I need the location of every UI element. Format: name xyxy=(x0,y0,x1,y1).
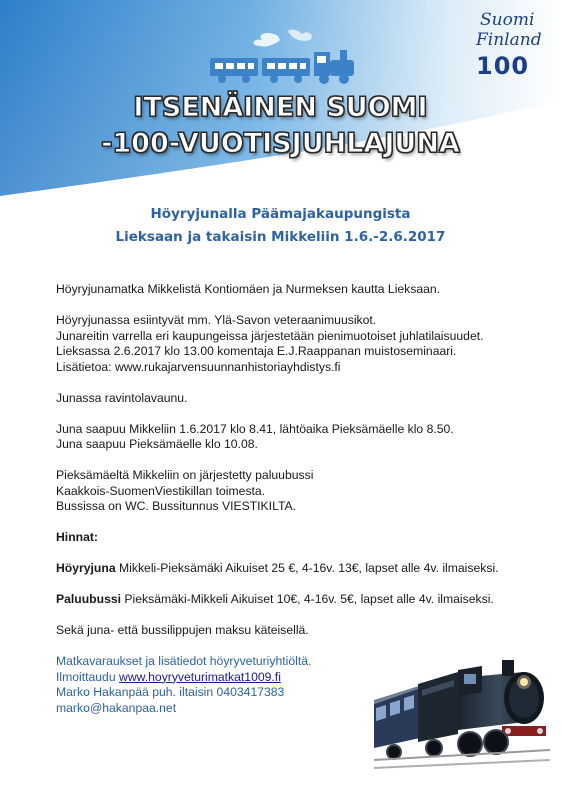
bus-line: Bussissa on WC. Bussitunnus VIESTIKILTA. xyxy=(56,499,296,513)
price-bus-text: Pieksämäki-Mikkeli Aikuiset 10€, 4-16v. 5€, lapset alle 4v. ilmaiseksi. xyxy=(121,592,494,606)
schedule-line: Juna saapuu Mikkeliin 1.6.2017 klo 8.41, lähtöaika Pieksämäelle klo 8.50. xyxy=(56,421,454,436)
main-title-line-1: ITSENÄINEN SUOMI xyxy=(133,92,428,123)
price-bus xyxy=(56,592,546,608)
price-train-label: Höyryjuna xyxy=(56,561,116,575)
price-train xyxy=(56,561,546,577)
bus-line: Pieksämäeltä Mikkeliin on järjestetty paluubussi xyxy=(56,468,314,482)
program-line: Lieksassa 2.6.2017 klo 13.00 komentaja E.J.Raappanan muistoseminaari. xyxy=(56,344,457,358)
program-line: Höyryjunassa esiintyvät mm. Ylä-Savon veteraanimuusikot. xyxy=(56,313,377,327)
flyer-body xyxy=(56,282,546,716)
booking-link[interactable]: www.hoyryveturimatkat1009.fi xyxy=(119,669,281,684)
bus-line: Kaakkois-SuomenViestikillan toimesta. xyxy=(56,483,266,498)
payment-text: Sekä juna- että bussilippujen maksu käteisellä. xyxy=(56,623,309,637)
logo-finland-text: Finland xyxy=(476,30,542,50)
subtitle-line-2: Lieksaan ja takaisin Mikkeliin 1.6.-2.6.2017 xyxy=(115,229,446,245)
contact-line-1: Matkavaraukset ja lisätiedot höyryveturiyhtiöltä. xyxy=(56,654,312,668)
contact-prefix: Ilmoittaudu xyxy=(56,669,120,684)
prices-heading: Hinnat: xyxy=(56,530,98,544)
contact-email[interactable]: marko@hakanpaa.net xyxy=(56,700,177,715)
logo-number: 100 xyxy=(476,52,530,80)
main-title-line-2: -100-VUOTISJUHLAJUNA xyxy=(101,128,460,159)
program-line: Junareitin varrella eri kaupungeissa järjestetään pienimuotoiset juhlatilaisuudet. xyxy=(56,328,484,343)
logo-suomi-text: Suomi xyxy=(480,10,535,30)
locomotive-photo xyxy=(374,652,550,770)
schedule-line: Juna saapuu Pieksämäelle klo 10.08. xyxy=(56,437,258,451)
program-line: Lisätietoa: www.rukajarvensuunnanhistoriayhdistys.fi xyxy=(56,359,341,374)
route-text: Höyryjunamatka Mikkelistä Kontiomäen ja Nurmeksen kautta Lieksaan. xyxy=(56,282,441,296)
price-train-text: Mikkeli-Pieksämäki Aikuiset 25 €, 4-16v. 13€, lapset alle 4v. ilmaiseksi. xyxy=(115,561,499,575)
restaurant-text: Junassa ravintolavaunu. xyxy=(56,390,188,405)
subtitle-line-1: Höyryjunalla Päämajakaupungista xyxy=(150,206,411,222)
price-bus-label: Paluubussi xyxy=(56,592,122,606)
contact-line-3: Marko Hakanpää puh. iltaisin 0403417383 xyxy=(56,685,285,699)
suomi-finland-100-logo xyxy=(458,8,554,80)
train-icon xyxy=(206,28,364,86)
